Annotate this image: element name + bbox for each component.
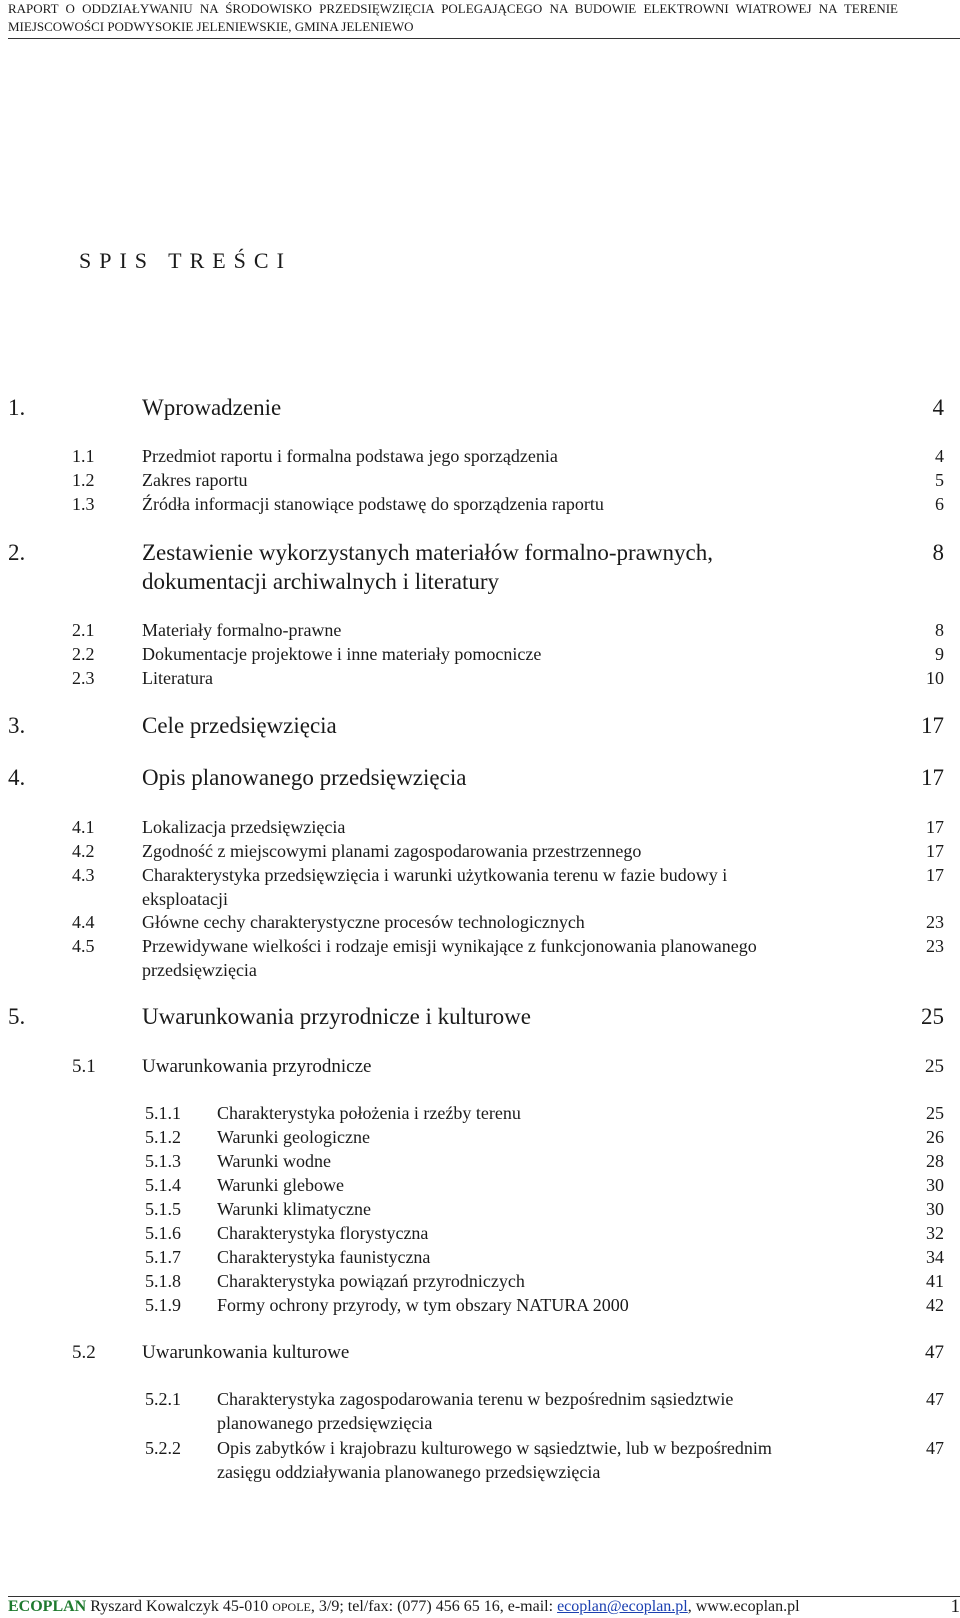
footer-city: OPOLE bbox=[272, 1600, 311, 1614]
toc-label: Warunki geologiczne bbox=[217, 1125, 797, 1149]
toc-page: 17 bbox=[926, 815, 944, 839]
page-footer bbox=[8, 1596, 960, 1618]
toc-number: 1.3 bbox=[72, 492, 95, 516]
toc-number: 5.1.8 bbox=[145, 1269, 181, 1293]
toc-label: Uwarunkowania kulturowe bbox=[142, 1340, 812, 1365]
toc-page: 30 bbox=[926, 1173, 944, 1197]
toc-label: Warunki glebowe bbox=[217, 1173, 797, 1197]
toc-page: 28 bbox=[926, 1149, 944, 1173]
toc-page: 23 bbox=[926, 934, 944, 958]
toc-number: 5.2 bbox=[72, 1340, 96, 1365]
toc-label: Opis planowanego przedsięwzięcia bbox=[142, 763, 782, 792]
footer-address: Ryszard Kowalczyk 45-010 bbox=[86, 1598, 272, 1615]
toc-label: Uwarunkowania przyrodnicze bbox=[142, 1054, 812, 1079]
header-line-2: MIEJSCOWOŚCI PODWYSOKIE JELENIEWSKIE, GMINA JELENIEWO bbox=[8, 18, 414, 36]
toc-number: 5.1.7 bbox=[145, 1245, 181, 1269]
toc-label: Główne cechy charakterystyczne procesów technologicznych bbox=[142, 910, 812, 934]
toc-label: Formy ochrony przyrody, w tym obszary NATURA 2000 bbox=[217, 1293, 797, 1317]
toc-page: 42 bbox=[926, 1293, 944, 1317]
toc-page: 26 bbox=[926, 1125, 944, 1149]
toc-number: 5.1.6 bbox=[145, 1221, 181, 1245]
toc-page: 6 bbox=[935, 492, 944, 516]
toc-page: 47 bbox=[926, 1436, 944, 1460]
toc-page: 47 bbox=[926, 1387, 944, 1411]
toc-label: Charakterystyka zagospodarowania terenu w bezpośrednim sąsiedztwie planowanego przedsięwzięcia bbox=[217, 1387, 797, 1435]
toc-label: Warunki klimatyczne bbox=[217, 1197, 797, 1221]
toc-label: Cele przedsięwzięcia bbox=[142, 711, 782, 740]
toc-label: Opis zabytków i krajobrazu kulturowego w sąsiedztwie, lub w bezpośrednim zasięgu oddziaływania planowanego przedsięwzięcia bbox=[217, 1436, 797, 1484]
toc-number: 5.1.3 bbox=[145, 1149, 181, 1173]
toc-number: 3. bbox=[8, 711, 25, 740]
toc-label: Charakterystyka florystyczna bbox=[217, 1221, 797, 1245]
toc-label: Źródła informacji stanowiące podstawę do sporządzenia raportu bbox=[142, 492, 812, 516]
toc-label: Uwarunkowania przyrodnicze i kulturowe bbox=[142, 1002, 782, 1031]
toc-number: 5.2.2 bbox=[145, 1436, 181, 1460]
toc-number: 2.1 bbox=[72, 618, 95, 642]
toc-number: 5.1.4 bbox=[145, 1173, 181, 1197]
toc-number: 4.4 bbox=[72, 910, 95, 934]
toc-number: 1. bbox=[8, 393, 25, 422]
toc-label: Zestawienie wykorzystanych materiałów formalno-prawnych, dokumentacji archiwalnych i literatury bbox=[142, 538, 782, 596]
toc-page: 34 bbox=[926, 1245, 944, 1269]
toc-number: 5.1.2 bbox=[145, 1125, 181, 1149]
toc-page: 25 bbox=[925, 1054, 944, 1079]
toc-label: Literatura bbox=[142, 666, 812, 690]
toc-page: 17 bbox=[921, 711, 944, 740]
toc-number: 5.1.5 bbox=[145, 1197, 181, 1221]
toc-label: Charakterystyka faunistyczna bbox=[217, 1245, 797, 1269]
toc-number: 4.1 bbox=[72, 815, 95, 839]
toc-label: Charakterystyka położenia i rzeźby terenu bbox=[217, 1101, 797, 1125]
toc-page: 30 bbox=[926, 1197, 944, 1221]
toc-number: 5. bbox=[8, 1002, 25, 1031]
toc-number: 2.2 bbox=[72, 642, 95, 666]
toc-page: 17 bbox=[921, 763, 944, 792]
toc-label: Charakterystyka przedsięwzięcia i warunki użytkowania terenu w fazie budowy i eksploatacji bbox=[142, 863, 812, 911]
footer-contact: , 3/9; tel/fax: (077) 456 65 16, e-mail: bbox=[311, 1598, 557, 1615]
footer-brand: ECOPLAN bbox=[8, 1598, 86, 1615]
toc-label: Dokumentacje projektowe i inne materiały pomocnicze bbox=[142, 642, 812, 666]
toc-page: 41 bbox=[926, 1269, 944, 1293]
toc-page: 4 bbox=[933, 393, 945, 422]
toc-number: 2. bbox=[8, 538, 25, 567]
toc-label: Przewidywane wielkości i rodzaje emisji wynikające z funkcjonowania planowanego przedsięwzięcia bbox=[142, 934, 812, 982]
footer-email-link[interactable]: ecoplan@ecoplan.pl bbox=[557, 1598, 688, 1615]
toc-label: Charakterystyka powiązań przyrodniczych bbox=[217, 1269, 797, 1293]
toc-label: Materiały formalno-prawne bbox=[142, 618, 812, 642]
toc-page: 8 bbox=[935, 618, 944, 642]
toc-label: Zakres raportu bbox=[142, 468, 812, 492]
toc-page: 10 bbox=[926, 666, 944, 690]
toc-label: Warunki wodne bbox=[217, 1149, 797, 1173]
toc-number: 4.2 bbox=[72, 839, 95, 863]
toc-label: Wprowadzenie bbox=[142, 393, 782, 422]
toc-page: 25 bbox=[921, 1002, 944, 1031]
toc-number: 2.3 bbox=[72, 666, 95, 690]
toc-label: Zgodność z miejscowymi planami zagospodarowania przestrzennego bbox=[142, 839, 812, 863]
toc-page: 17 bbox=[926, 839, 944, 863]
toc-page: 47 bbox=[925, 1340, 944, 1365]
toc-page: 32 bbox=[926, 1221, 944, 1245]
toc-page: 8 bbox=[933, 538, 945, 567]
toc-number: 1.2 bbox=[72, 468, 95, 492]
toc-number: 4.3 bbox=[72, 863, 95, 887]
toc-number: 5.2.1 bbox=[145, 1387, 181, 1411]
toc-label: Przedmiot raportu i formalna podstawa jego sporządzenia bbox=[142, 444, 812, 468]
toc-page: 17 bbox=[926, 863, 944, 887]
toc-page: 25 bbox=[926, 1101, 944, 1125]
header-line-1: RAPORT O ODDZIAŁYWANIU NA ŚRODOWISKO PRZEDSIĘWZIĘCIA POLEGAJĄCEGO NA BUDOWIE ELEKTROWNI WIATROWEJ NA TERENIE bbox=[8, 0, 898, 18]
toc-number: 4. bbox=[8, 763, 25, 792]
toc-page: 5 bbox=[935, 468, 944, 492]
toc-page: 4 bbox=[935, 444, 944, 468]
toc-page: 23 bbox=[926, 910, 944, 934]
toc-number: 5.1 bbox=[72, 1054, 96, 1079]
toc-number: 5.1.1 bbox=[145, 1101, 181, 1125]
toc-number: 1.1 bbox=[72, 444, 95, 468]
toc-number: 5.1.9 bbox=[145, 1293, 181, 1317]
footer-website[interactable]: , www.ecoplan.pl bbox=[688, 1598, 800, 1615]
toc-number: 4.5 bbox=[72, 934, 95, 958]
toc-title: SPIS TREŚCI bbox=[79, 248, 292, 274]
page-number: 1 bbox=[951, 1597, 960, 1617]
toc-page: 9 bbox=[935, 642, 944, 666]
toc-label: Lokalizacja przedsięwzięcia bbox=[142, 815, 812, 839]
